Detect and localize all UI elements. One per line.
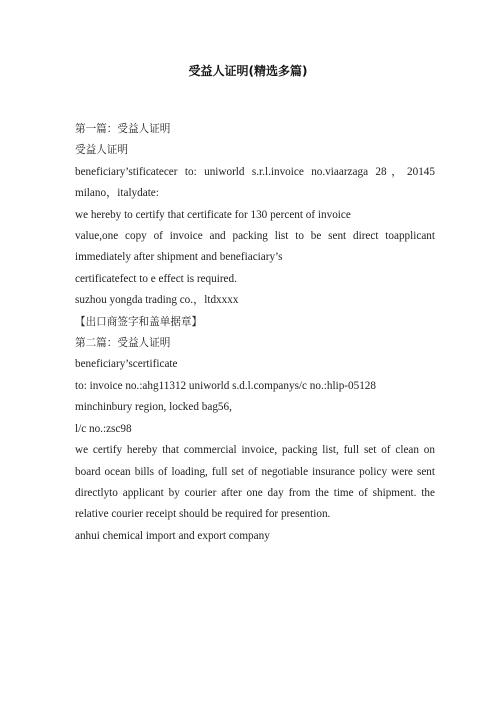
section-heading-2: 第二篇：受益人证明	[75, 337, 171, 350]
paragraph-line: we certify hereby that commercial invoice, packing list, full set of clean on board ocean bills of loading, full set of negotiable insurance policy were sent directlyto applicant by courier after one day from the time of shipment. the relative courier receipt should be required for presention.	[75, 444, 435, 521]
signature-note: 【出口商签字和盖单据章】	[75, 315, 203, 328]
document-body	[75, 119, 435, 547]
section-heading-1: 第一篇：受益人证明	[75, 123, 171, 135]
company-line: suzhou yongda trading co.，ltdxxxx	[75, 294, 239, 307]
paragraph-line: beneficiary’stificatecer to: uniworld s.r.l.invoice no.viaarzaga 28，20145 milano，italydate:	[75, 165, 435, 200]
sub-heading: 受益人证明	[75, 144, 128, 157]
company-line: anhui chemical import and export company	[75, 529, 270, 542]
paragraph-line: we hereby to certify that certificate for 130 percent of invoice	[75, 208, 351, 221]
paragraph-line: beneficiary’scertificate	[75, 358, 178, 371]
paragraph-line: certificatefect to e effect is required.	[75, 272, 237, 285]
document-title: 受益人证明(精选多篇)	[188, 64, 308, 78]
paragraph-line: to: invoice no.:ahg11312 uniworld s.d.l.companys/c no.:hlip-05128 minchinbury region, locked bag56,	[75, 379, 376, 414]
paragraph-line: value,one copy of invoice and packing list to be sent direct toapplicant immediately after shipment and benefiaciary’s	[75, 230, 435, 264]
paragraph-line: l/c no.:zsc98	[75, 422, 132, 435]
